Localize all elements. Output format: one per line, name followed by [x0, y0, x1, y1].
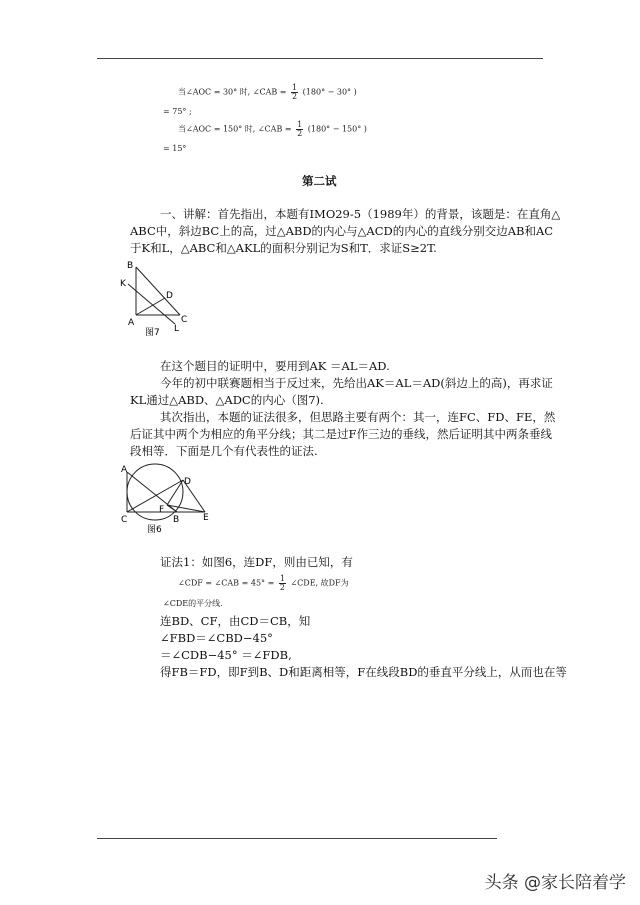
- proof-line-2: 连BD、CF，由CD＝CB，知: [160, 614, 311, 628]
- fraction: $\frac{1}{2}$: [279, 574, 285, 592]
- fig7-label-L: L: [174, 324, 180, 334]
- paragraph-2-line-2: 今年的初中联赛题相当于反过来，先给出AK＝AL＝AD(斜边上的高)，再求证: [160, 376, 553, 390]
- fraction: $\frac{1}{2}$: [292, 83, 298, 101]
- fig7-label-A: A: [128, 318, 135, 328]
- figure-6-diagram: [115, 462, 215, 540]
- proof-line-1: 证法1：如图6，连DF，则由已知，有: [160, 555, 353, 569]
- paragraph-2-line-3: KL通过△ABD、△ADC的内心（图7).: [130, 393, 324, 407]
- proof-formula: ∠CDF = ∠CAB = 45° = $\frac{1}{2}$ ∠CDE, 故DF为: [178, 574, 349, 592]
- section-title: 第二试: [302, 174, 337, 188]
- fig7-label-K: K: [120, 279, 126, 289]
- paragraph-3-line-3: 段相等．下面是几个有代表性的证法.: [130, 444, 318, 458]
- proof-line-4: ＝∠CDB−45° ＝∠FDB,: [160, 648, 292, 662]
- bottom-rule: [97, 838, 497, 839]
- paragraph-1-line-2: ABC中，斜边BC上的高，过△ABD的内心与△ACD的内心的直线分别交边AB和AC: [130, 224, 554, 238]
- proof-line-3: ∠FBD＝∠CBD−45°: [160, 631, 273, 645]
- formula-line-2: = 75° ;: [163, 107, 192, 116]
- fig7-label-C: C: [181, 315, 188, 325]
- top-rule: [97, 58, 543, 59]
- formula-line-3: 当∠AOC = 150° 时, ∠CAB = $\frac{1}{2}$ (180° − 150° ): [178, 120, 367, 138]
- watermark: 头条 @家长陪着学: [484, 873, 626, 893]
- fig7-label-D: D: [166, 291, 173, 301]
- fig6-label-D: D: [184, 477, 191, 487]
- paragraph-2-line-1: 在这个题目的证明中，要用到AK ＝AL＝AD.: [160, 359, 390, 373]
- fig7-caption: 图7: [145, 328, 160, 338]
- figure-7-diagram: [115, 258, 195, 338]
- proof-line-5: 得FB＝FD，即F到B、D和距离相等，F在线段BD的垂直平分线上，从而也在等: [160, 665, 567, 679]
- fig6-label-C: C: [121, 515, 128, 525]
- paragraph-3-line-2: 后证其中两个为相应的角平分线；其二是过F作三边的垂线，然后证明其中两条垂线: [130, 427, 552, 441]
- fig6-label-E: E: [203, 513, 209, 523]
- fig6-label-F: F: [159, 505, 165, 515]
- fig7-label-B: B: [127, 261, 134, 271]
- formula-line-1: 当∠AOC = 30° 时, ∠CAB = $\frac{1}{2}$ (180° − 30° ): [178, 83, 357, 101]
- fig6-label-A: A: [121, 465, 128, 475]
- paragraph-1-line-3: 于K和L，△ABC和△AKL的面积分别记为S和T．求证S≥2T.: [130, 241, 437, 255]
- formula-line-4: = 15°: [163, 144, 187, 153]
- paragraph-3-line-1: 其次指出，本题的证法很多，但思路主要有两个：其一，连FC、FD、FE，然: [160, 410, 556, 424]
- fig6-label-B: B: [173, 515, 180, 525]
- fig6-caption: 图6: [147, 525, 162, 535]
- proof-formula-line-2: ∠CDE的平分线.: [163, 599, 223, 608]
- paragraph-1-line-1: 一、讲解：首先指出，本题有IMO29-5（1989年）的背景，该题是：在直角△: [160, 207, 561, 221]
- fraction: $\frac{1}{2}$: [297, 120, 303, 138]
